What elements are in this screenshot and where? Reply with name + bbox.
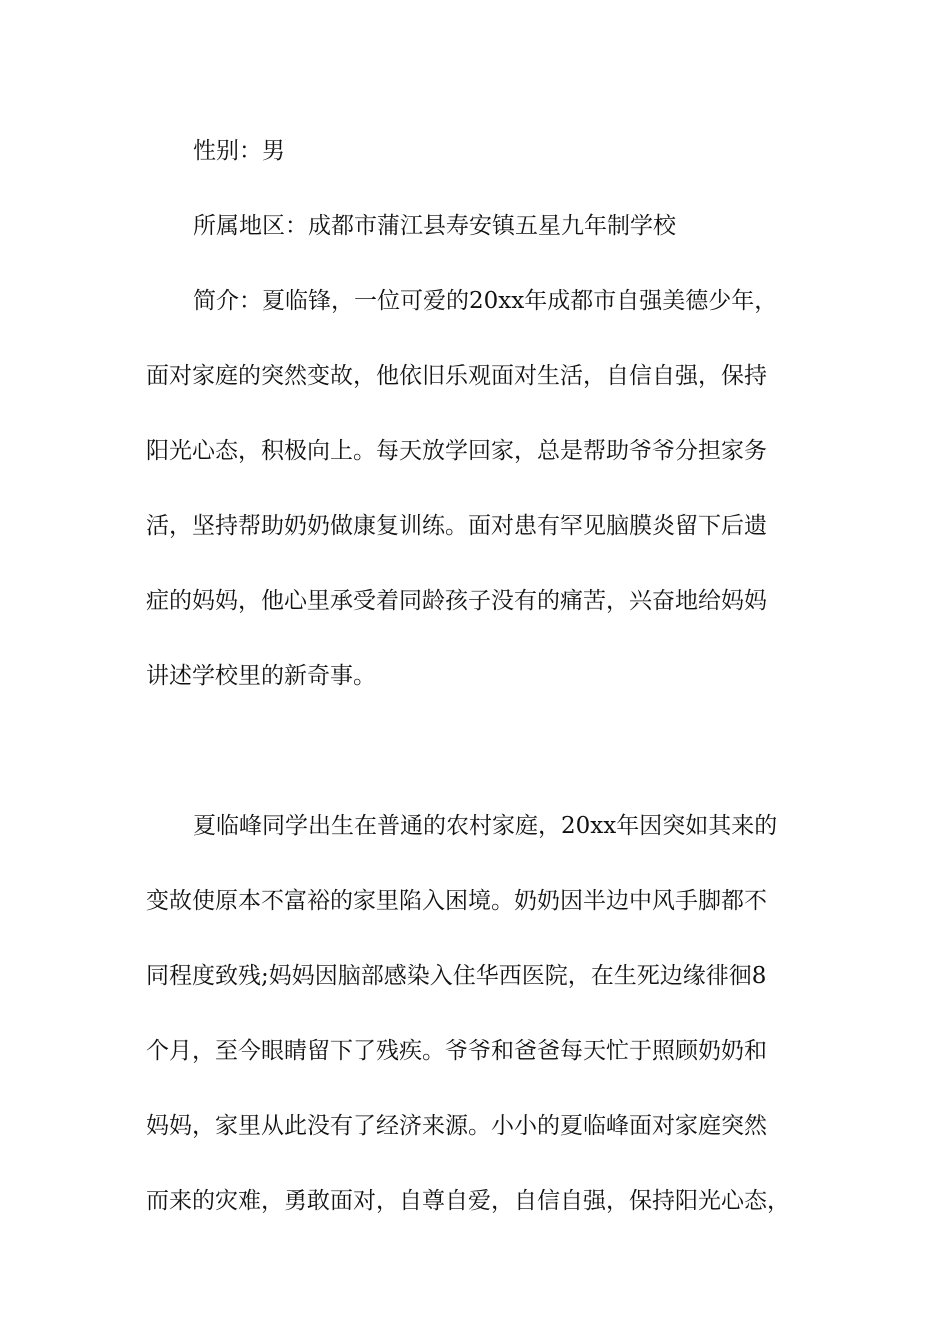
story-line: 变故使原本不富裕的家里陷入困境。奶奶因半边中风手脚都不: [146, 888, 767, 914]
region-line: 所属地区：成都市蒲江县寿安镇五星九年制学校: [193, 213, 676, 239]
intro-line: 讲述学校里的新奇事。: [146, 663, 376, 689]
story-line: 妈妈，家里从此没有了经济来源。小小的夏临峰面对家庭突然: [146, 1113, 767, 1139]
story-line: 而来的灾难，勇敢面对，自尊自爱，自信自强，保持阳光心态，: [146, 1188, 790, 1214]
gender-line: 性别：男: [193, 138, 285, 164]
intro-line: 阳光心态，积极向上。每天放学回家，总是帮助爷爷分担家务: [146, 438, 767, 464]
story-line: 夏临峰同学出生在普通的农村家庭，20xx年因突如其来的: [193, 813, 778, 839]
story-line: 同程度致残;妈妈因脑部感染入住华西医院，在生死边缘徘徊8: [146, 963, 767, 989]
intro-line: 活，坚持帮助奶奶做康复训练。面对患有罕见脑膜炎留下后遗: [146, 513, 767, 539]
intro-line: 症的妈妈，他心里承受着同龄孩子没有的痛苦，兴奋地给妈妈: [146, 588, 767, 614]
story-line: 个月，至今眼睛留下了残疾。爷爷和爸爸每天忙于照顾奶奶和: [146, 1038, 767, 1064]
intro-line: 面对家庭的突然变故，他依旧乐观面对生活，自信自强，保持: [146, 363, 767, 389]
intro-line: 简介：夏临锋，一位可爱的20xx年成都市自强美德少年，: [193, 288, 778, 314]
